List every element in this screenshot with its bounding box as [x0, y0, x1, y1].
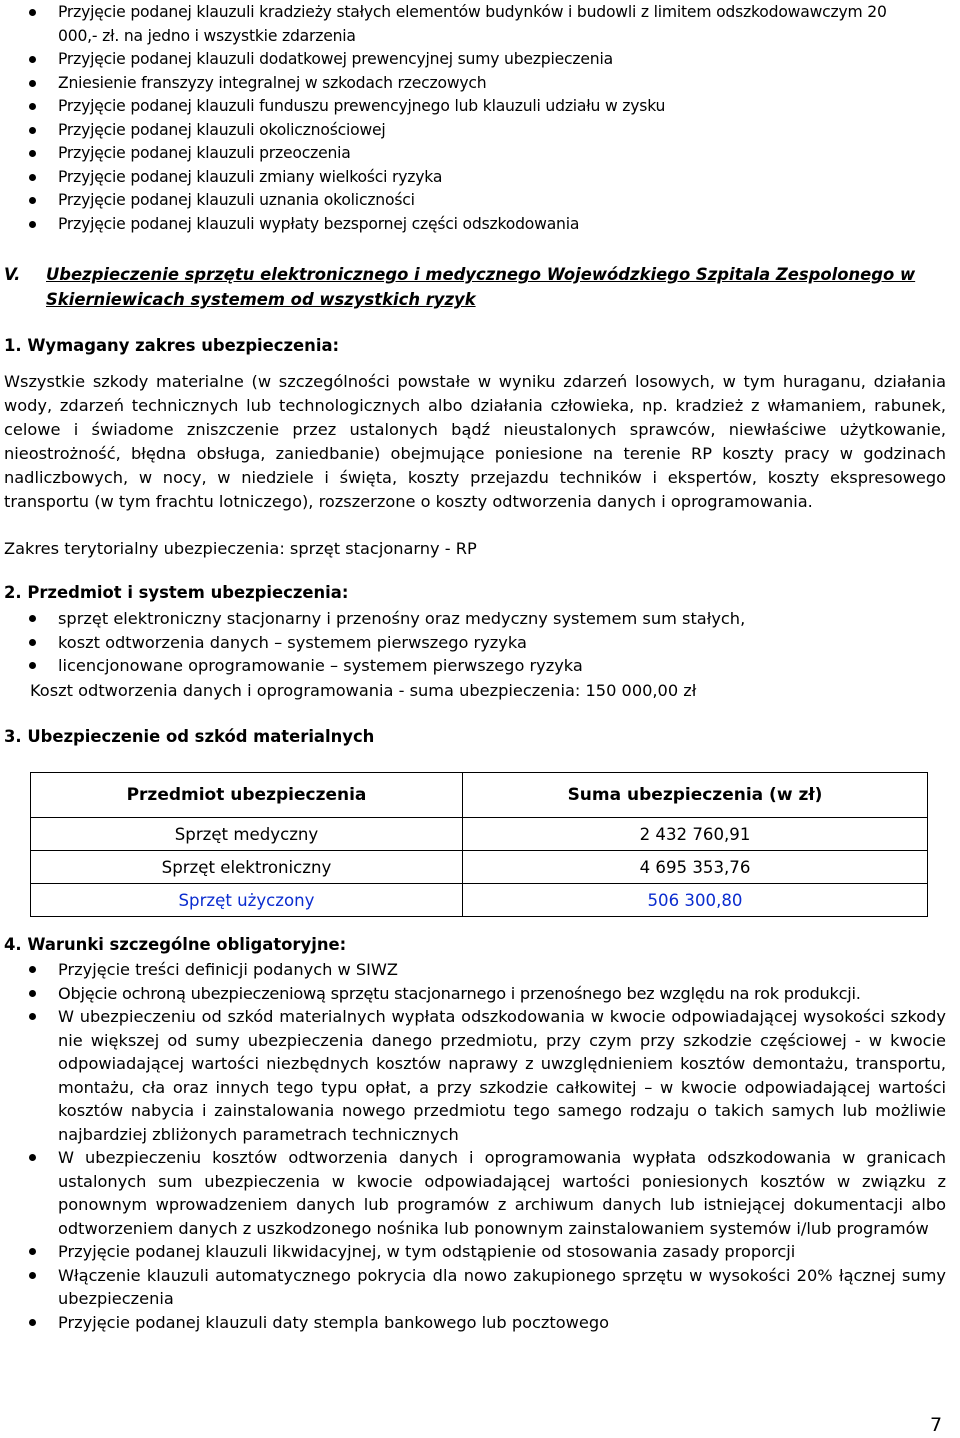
list-item: Przyjęcie podanej klauzuli okolicznościowej — [0, 119, 900, 143]
list-item: Przyjęcie podanej klauzuli dodatkowej prewencyjnej sumy ubezpieczenia — [0, 48, 900, 72]
section-3-heading: 3. Ubezpieczenie od szkód materialnych — [4, 727, 375, 746]
list-item: W ubezpieczeniu od szkód materialnych wypłata odszkodowania w kwocie odpowiadającej wysokości szkody nie większej od sumy ubezpieczenia danego przedmiotu, przy czym przy szkodzie częściowej - w kwocie odpowiadającej wartości niezbędnych kosztów naprawy z uwzględnieniem kosztów demontażu, transportu, montażu, cła oraz innych tego typu opłat, a przy szkodzie całkowitej – w kwocie odpowiadającej wartości kosztów nabycia i zainstalowania nowego przedmiotu tego samego rodzaju o takich samych lub możliwie najbardziej zbliżonych parametrach technicznych — [0, 1005, 960, 1146]
section-4-list — [0, 958, 960, 1334]
list-item: Przyjęcie treści definicji podanych w SIWZ — [0, 958, 960, 982]
list-item: Przyjęcie podanej klauzuli wypłaty bezspornej części odszkodowania — [0, 213, 900, 237]
table-cell: 4 695 353,76 — [463, 851, 928, 884]
list-item: Przyjęcie podanej klauzuli funduszu prewencyjnego lub klauzuli udziału w zysku — [0, 95, 900, 119]
list-item: W ubezpieczeniu kosztów odtworzenia danych i oprogramowania wypłata odszkodowania w granicach ustalonych sum ubezpieczenia w kwocie odpowiadającej wartości poniesionych kosztów w związku z ponownym wprowadzeniem danych lub programów z archiwum danych lub istniejącej dokumentacji albo odtworzeniem danych z uszkodzonego nośnika lub ponownym zainstalowaniem systemów i/lub programów — [0, 1146, 960, 1240]
list-item: Włączenie klauzuli automatycznego pokrycia dla nowo zakupionego sprzętu w wysokości 20% łącznej sumy ubezpieczenia — [0, 1264, 960, 1311]
table-header-row — [31, 773, 928, 818]
table-header: Suma ubezpieczenia (w zł) — [463, 773, 928, 818]
table-cell: 2 432 760,91 — [463, 818, 928, 851]
section-1-heading: 1. Wymagany zakres ubezpieczenia: — [4, 336, 340, 355]
data-restoration-note: Koszt odtworzenia danych i oprogramowania - suma ubezpieczenia: 150 000,00 zł — [30, 681, 697, 700]
list-item: licencjonowane oprogramowanie – systemem pierwszego ryzyka — [0, 654, 920, 678]
section-2-list — [0, 607, 920, 678]
list-item: Przyjęcie podanej klauzuli uznania okoliczności — [0, 189, 900, 213]
section-v-number: V. — [4, 265, 21, 284]
territory-line: Zakres terytorialny ubezpieczenia: sprzęt stacjonarny - RP — [4, 539, 477, 558]
section-2-heading: 2. Przedmiot i system ubezpieczenia: — [4, 583, 349, 602]
page-number: 7 — [930, 1414, 943, 1436]
list-item: Przyjęcie podanej klauzuli zmiany wielkości ryzyka — [0, 166, 900, 190]
list-item: Przyjęcie podanej klauzuli przeoczenia — [0, 142, 900, 166]
list-item: Przyjęcie podanej klauzuli daty stempla bankowego lub pocztowego — [0, 1311, 960, 1335]
insurance-table — [30, 772, 928, 917]
list-item: Zniesienie franszyzy integralnej w szkodach rzeczowych — [0, 72, 900, 96]
section-4-heading: 4. Warunki szczególne obligatoryjne: — [4, 935, 347, 954]
list-item: Przyjęcie podanej klauzuli kradzieży stałych elementów budynków i budowli z limitem odszkodowawczym 20 000,- zł. na jedno i wszystkie zdarzenia — [0, 1, 900, 48]
table-header: Przedmiot ubezpieczenia — [31, 773, 463, 818]
table-row — [31, 851, 928, 884]
list-item: Objęcie ochroną ubezpieczeniową sprzętu stacjonarnego i przenośnego bez względu na rok produkcji. — [0, 982, 960, 1006]
table-cell: Sprzęt medyczny — [31, 818, 463, 851]
list-item: koszt odtworzenia danych – systemem pierwszego ryzyka — [0, 631, 920, 655]
table-cell: 506 300,80 — [463, 884, 928, 917]
table-row — [31, 884, 928, 917]
list-item: sprzęt elektroniczny stacjonarny i przenośny oraz medyczny systemem sum stałych, — [0, 607, 920, 631]
list-item: Przyjęcie podanej klauzuli likwidacyjnej, w tym odstąpienie od stosowania zasady proporcji — [0, 1240, 960, 1264]
section-v-title: Ubezpieczenie sprzętu elektronicznego i medycznego Wojewódzkiego Szpitala Zespolonego w Skierniewicach systemem od wszystkich ryzyk — [46, 265, 916, 309]
section-1-paragraph: Wszystkie szkody materialne (w szczególności powstałe w wyniku zdarzeń losowych, w tym huraganu, działania wody, zdarzeń technicznych lub technologicznych albo działania człowieka, np. kradzież z włamaniem, rabunek, celowe i świadome zniszczenie przez ustalonych bądź nieustalonych sprawców, niewłaściwe użytkowanie, nieostrożność, błędna obsługa, zaniedbanie) obejmujące poniesione na terenie RP koszty pracy w godzinach nadliczbowych, w nocy, w niedziele i święta, koszty przejazdu techników i ekspertów, koszty ekspresowego transportu (w tym frachtu lotniczego), rozszerzone o koszty odtworzenia danych i oprogramowania. — [4, 372, 946, 511]
table-cell: Sprzęt użyczony — [31, 884, 463, 917]
table-row — [31, 818, 928, 851]
clauses-list — [0, 1, 900, 236]
table-cell: Sprzęt elektroniczny — [31, 851, 463, 884]
